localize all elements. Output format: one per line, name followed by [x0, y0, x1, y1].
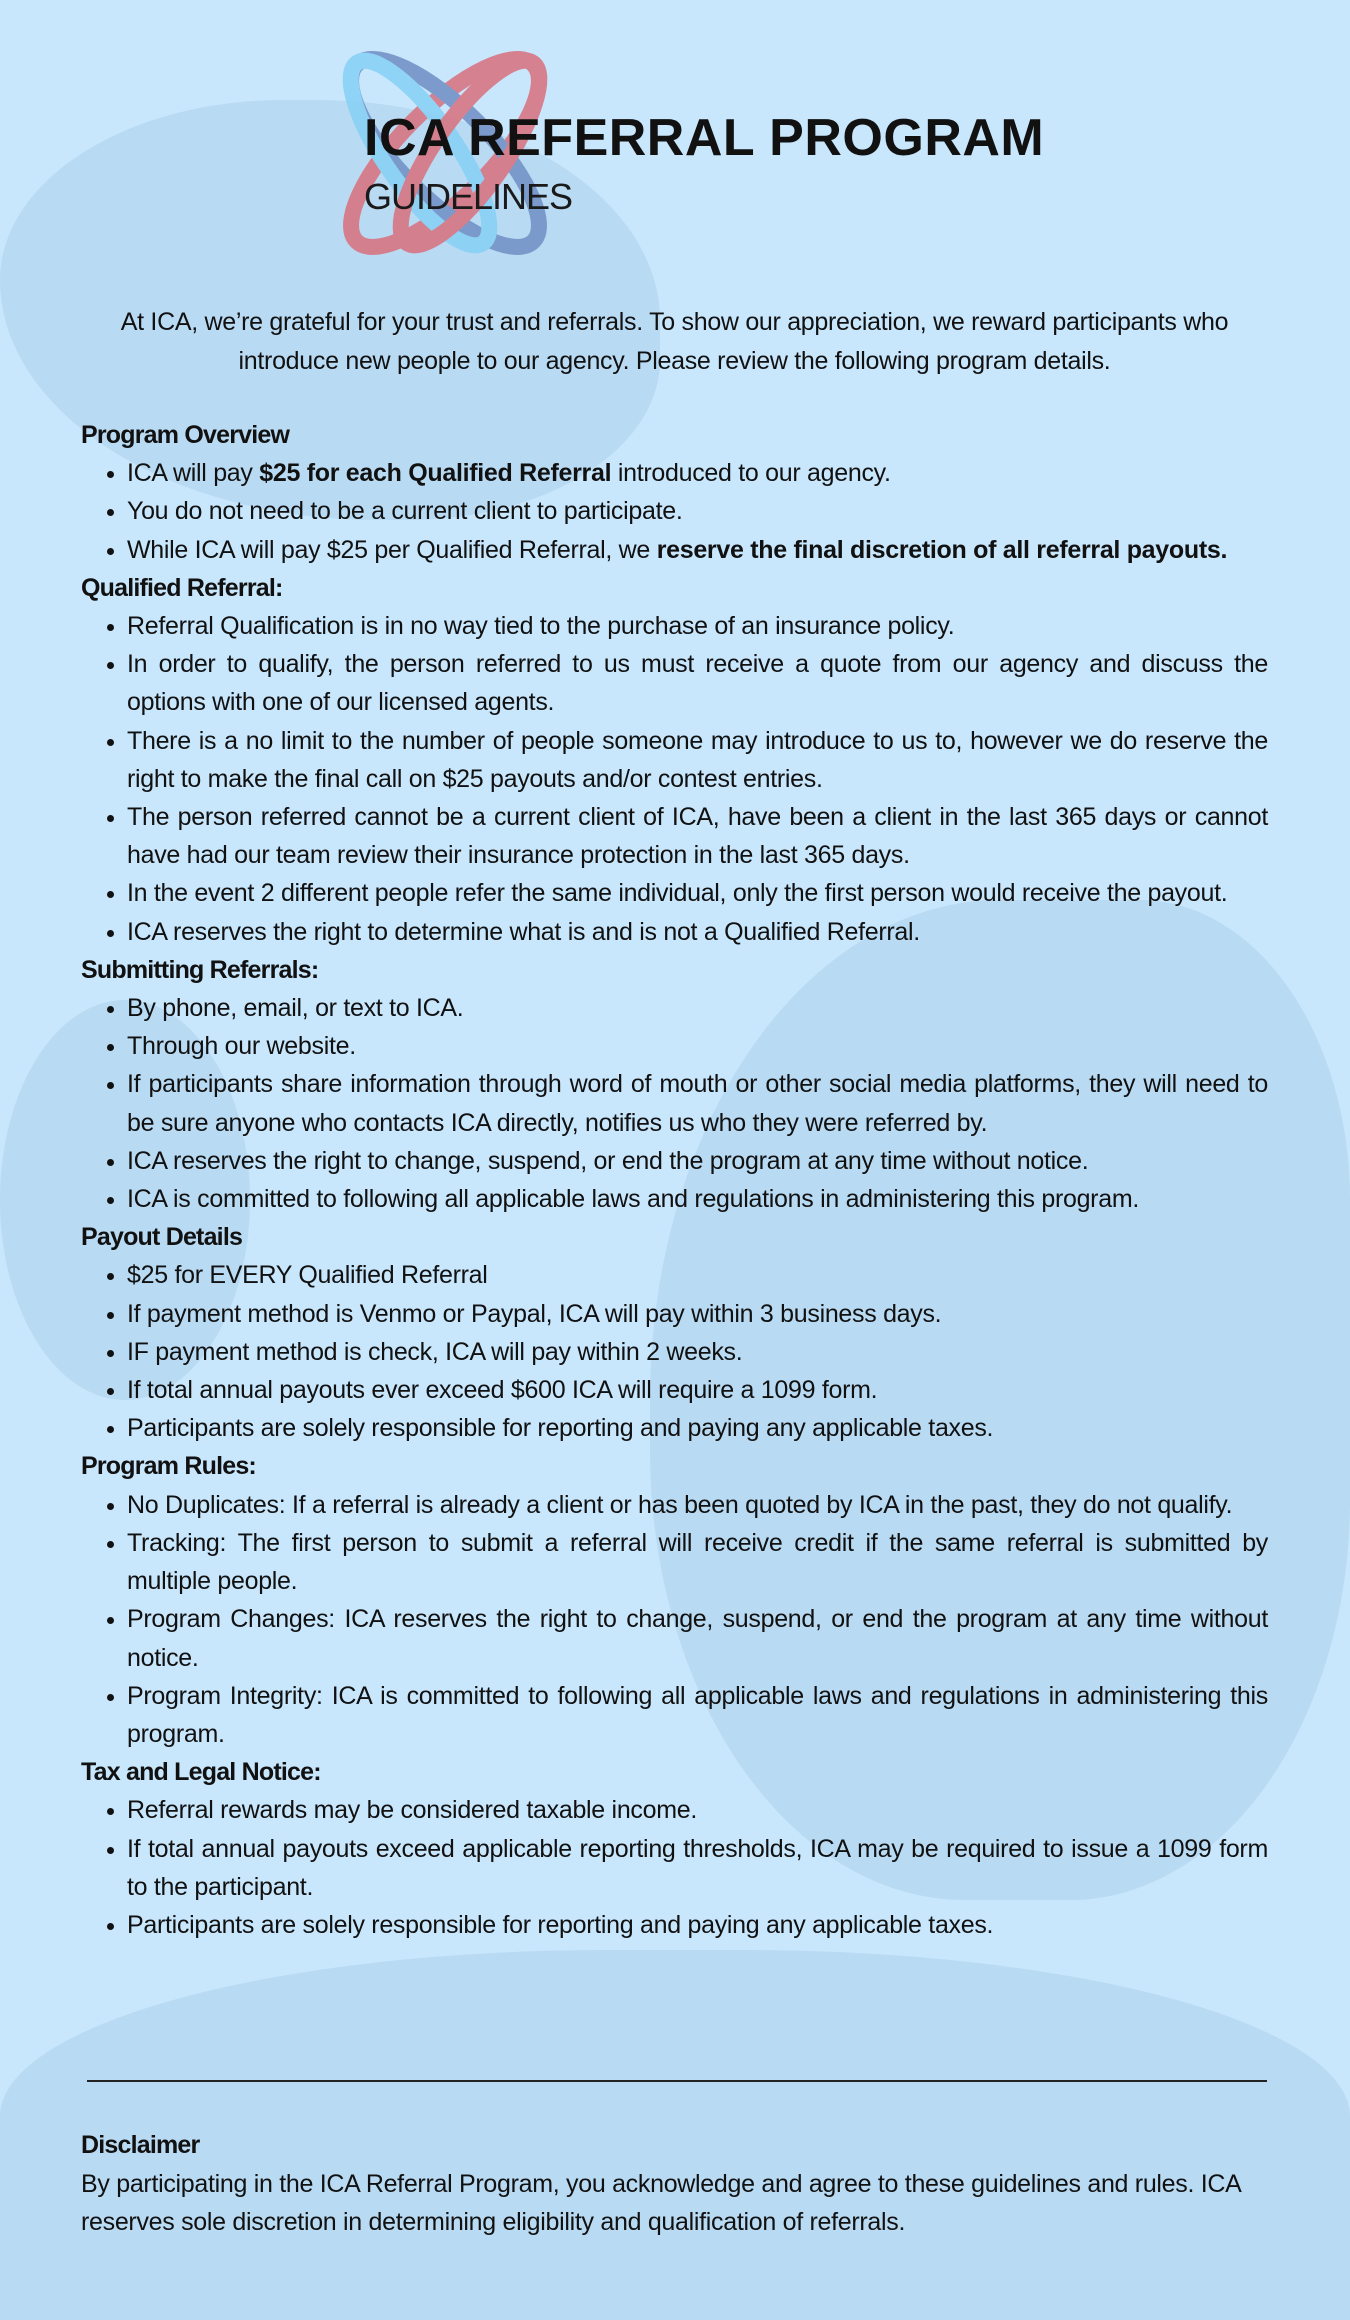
page-subtitle: GUIDELINES [364, 176, 573, 217]
list-item [127, 722, 1268, 798]
list-item [127, 492, 1268, 530]
bullet-list [81, 1486, 1268, 1753]
text: Program Changes: ICA reserves the right to change, suspend, or end the program at any time without notice. [127, 1605, 1268, 1672]
section-heading: Program Overview [81, 421, 290, 449]
list-item [127, 1371, 1268, 1409]
list-item [127, 1600, 1268, 1676]
section [81, 569, 1268, 951]
intro-paragraph: At ICA, we’re grateful for your trust and referrals. To show our appreciation, we reward participants who introduce new people to our agency. Please review the following program details. [120, 308, 1229, 375]
text: Participants are solely responsible for reporting and paying any applicable taxes. [127, 1414, 994, 1443]
list-item [127, 1409, 1268, 1447]
text: If total annual payouts exceed applicable reporting thresholds, ICA may be required to issue a 1099 form to the participant. [127, 1834, 1268, 1901]
list-item [127, 1524, 1268, 1600]
list-item [127, 1065, 1268, 1141]
list-item [127, 607, 1268, 645]
text: While ICA will pay $25 per Qualified Referral, we [127, 535, 657, 564]
text: There is a no limit to the number of people someone may introduce to us to, however we do reserve the right to make the final call on $25 payouts and/or contest entries. [127, 726, 1268, 793]
list-item [127, 1027, 1268, 1065]
disclaimer [81, 2126, 1268, 2242]
text: Program Integrity: ICA is committed to following all applicable laws and regulations in administering this program. [127, 1681, 1268, 1748]
text: ICA reserves the right to change, suspend, or end the program at any time without notice. [127, 1146, 1089, 1175]
page-title: ICA REFERRAL PROGRAM [364, 109, 1045, 167]
list-item [127, 1295, 1268, 1333]
section [81, 416, 1268, 569]
section-heading: Program Rules: [81, 1452, 256, 1481]
text: If participants share information through word of mouth or other social media platforms, they will need to be sure anyone who contacts ICA directly, notifies us who they were referred by. [127, 1070, 1268, 1137]
disclaimer-heading: Disclaimer [81, 2131, 200, 2159]
text: If total annual payouts ever exceed $600 ICA will require a 1099 form. [127, 1376, 878, 1405]
list-item [127, 1333, 1268, 1371]
section [81, 951, 1268, 1218]
text: Participants are solely responsible for reporting and paying any applicable taxes. [127, 1910, 994, 1939]
text: $25 for EVERY Qualified Referral [127, 1261, 488, 1290]
guidelines-sections [81, 416, 1268, 1944]
text: introduced to our agency. [611, 459, 891, 488]
text: You do not need to be a current client to participate. [127, 497, 683, 526]
list-item [127, 874, 1268, 912]
text: By phone, email, or text to ICA. [127, 994, 464, 1023]
section [81, 1753, 1268, 1944]
text: IF payment method is check, ICA will pay within 2 weeks. [127, 1337, 743, 1366]
text: ICA is committed to following all applicable laws and regulations in administering this program. [127, 1185, 1139, 1214]
bold-text: $25 for each Qualified Referral [259, 459, 612, 488]
list-item [127, 1830, 1268, 1906]
text: If payment method is Venmo or Paypal, ICA will pay within 3 business days. [127, 1299, 942, 1328]
bullet-list [81, 989, 1268, 1218]
list-item [127, 1142, 1268, 1180]
section [81, 1447, 1268, 1753]
list-item [127, 1256, 1268, 1294]
list-item [127, 913, 1268, 951]
bullet-list [81, 1256, 1268, 1447]
text: Tracking: The first person to submit a referral will receive credit if the same referral is submitted by multiple people. [127, 1528, 1268, 1596]
list-item [127, 454, 1268, 492]
text: Referral rewards may be considered taxable income. [127, 1796, 697, 1825]
section-heading: Payout Details [81, 1223, 243, 1252]
list-item [127, 1906, 1268, 1944]
list-item [127, 645, 1268, 721]
text: ICA reserves the right to determine what is and is not a Qualified Referral. [127, 917, 920, 946]
bullet-list [81, 1791, 1268, 1944]
section-heading: Submitting Referrals: [81, 955, 319, 984]
list-item [127, 1677, 1268, 1753]
bullet-list [81, 454, 1268, 569]
text: Referral Qualification is in no way tied to the purchase of an insurance policy. [127, 612, 955, 641]
text: The person referred cannot be a current client of ICA, have been a client in the last 365 days or cannot have had our team review their insurance protection in the last 365 days. [127, 803, 1268, 870]
list-item [127, 1791, 1268, 1829]
text: In the event 2 different people refer the same individual, only the first person would receive the payout. [127, 879, 1228, 908]
section-heading: Tax and Legal Notice: [81, 1758, 321, 1787]
list-item [127, 1180, 1268, 1218]
bold-text: reserve the final discretion of all referral payouts. [656, 535, 1228, 564]
list-item [127, 1486, 1268, 1524]
text: Through our website. [127, 1032, 356, 1061]
disclaimer-text: By participating in the ICA Referral Program, you acknowledge and agree to these guidelines and rules. ICA reserves sole discretion in determining eligibility and qualification of referrals. [81, 2169, 1241, 2236]
divider [87, 2080, 1267, 2082]
bullet-list [81, 607, 1268, 951]
section [81, 1218, 1268, 1447]
text: No Duplicates: If a referral is already a client or has been quoted by ICA in the past, they do not qualify. [127, 1490, 1233, 1519]
text: ICA will pay [127, 459, 260, 488]
section-heading: Qualified Referral: [81, 573, 283, 602]
text: In order to qualify, the person referred to us must receive a quote from our agency and discuss the options with one of our licensed agents. [127, 650, 1268, 717]
list-item [127, 531, 1268, 569]
list-item [127, 989, 1268, 1027]
list-item [127, 798, 1268, 874]
